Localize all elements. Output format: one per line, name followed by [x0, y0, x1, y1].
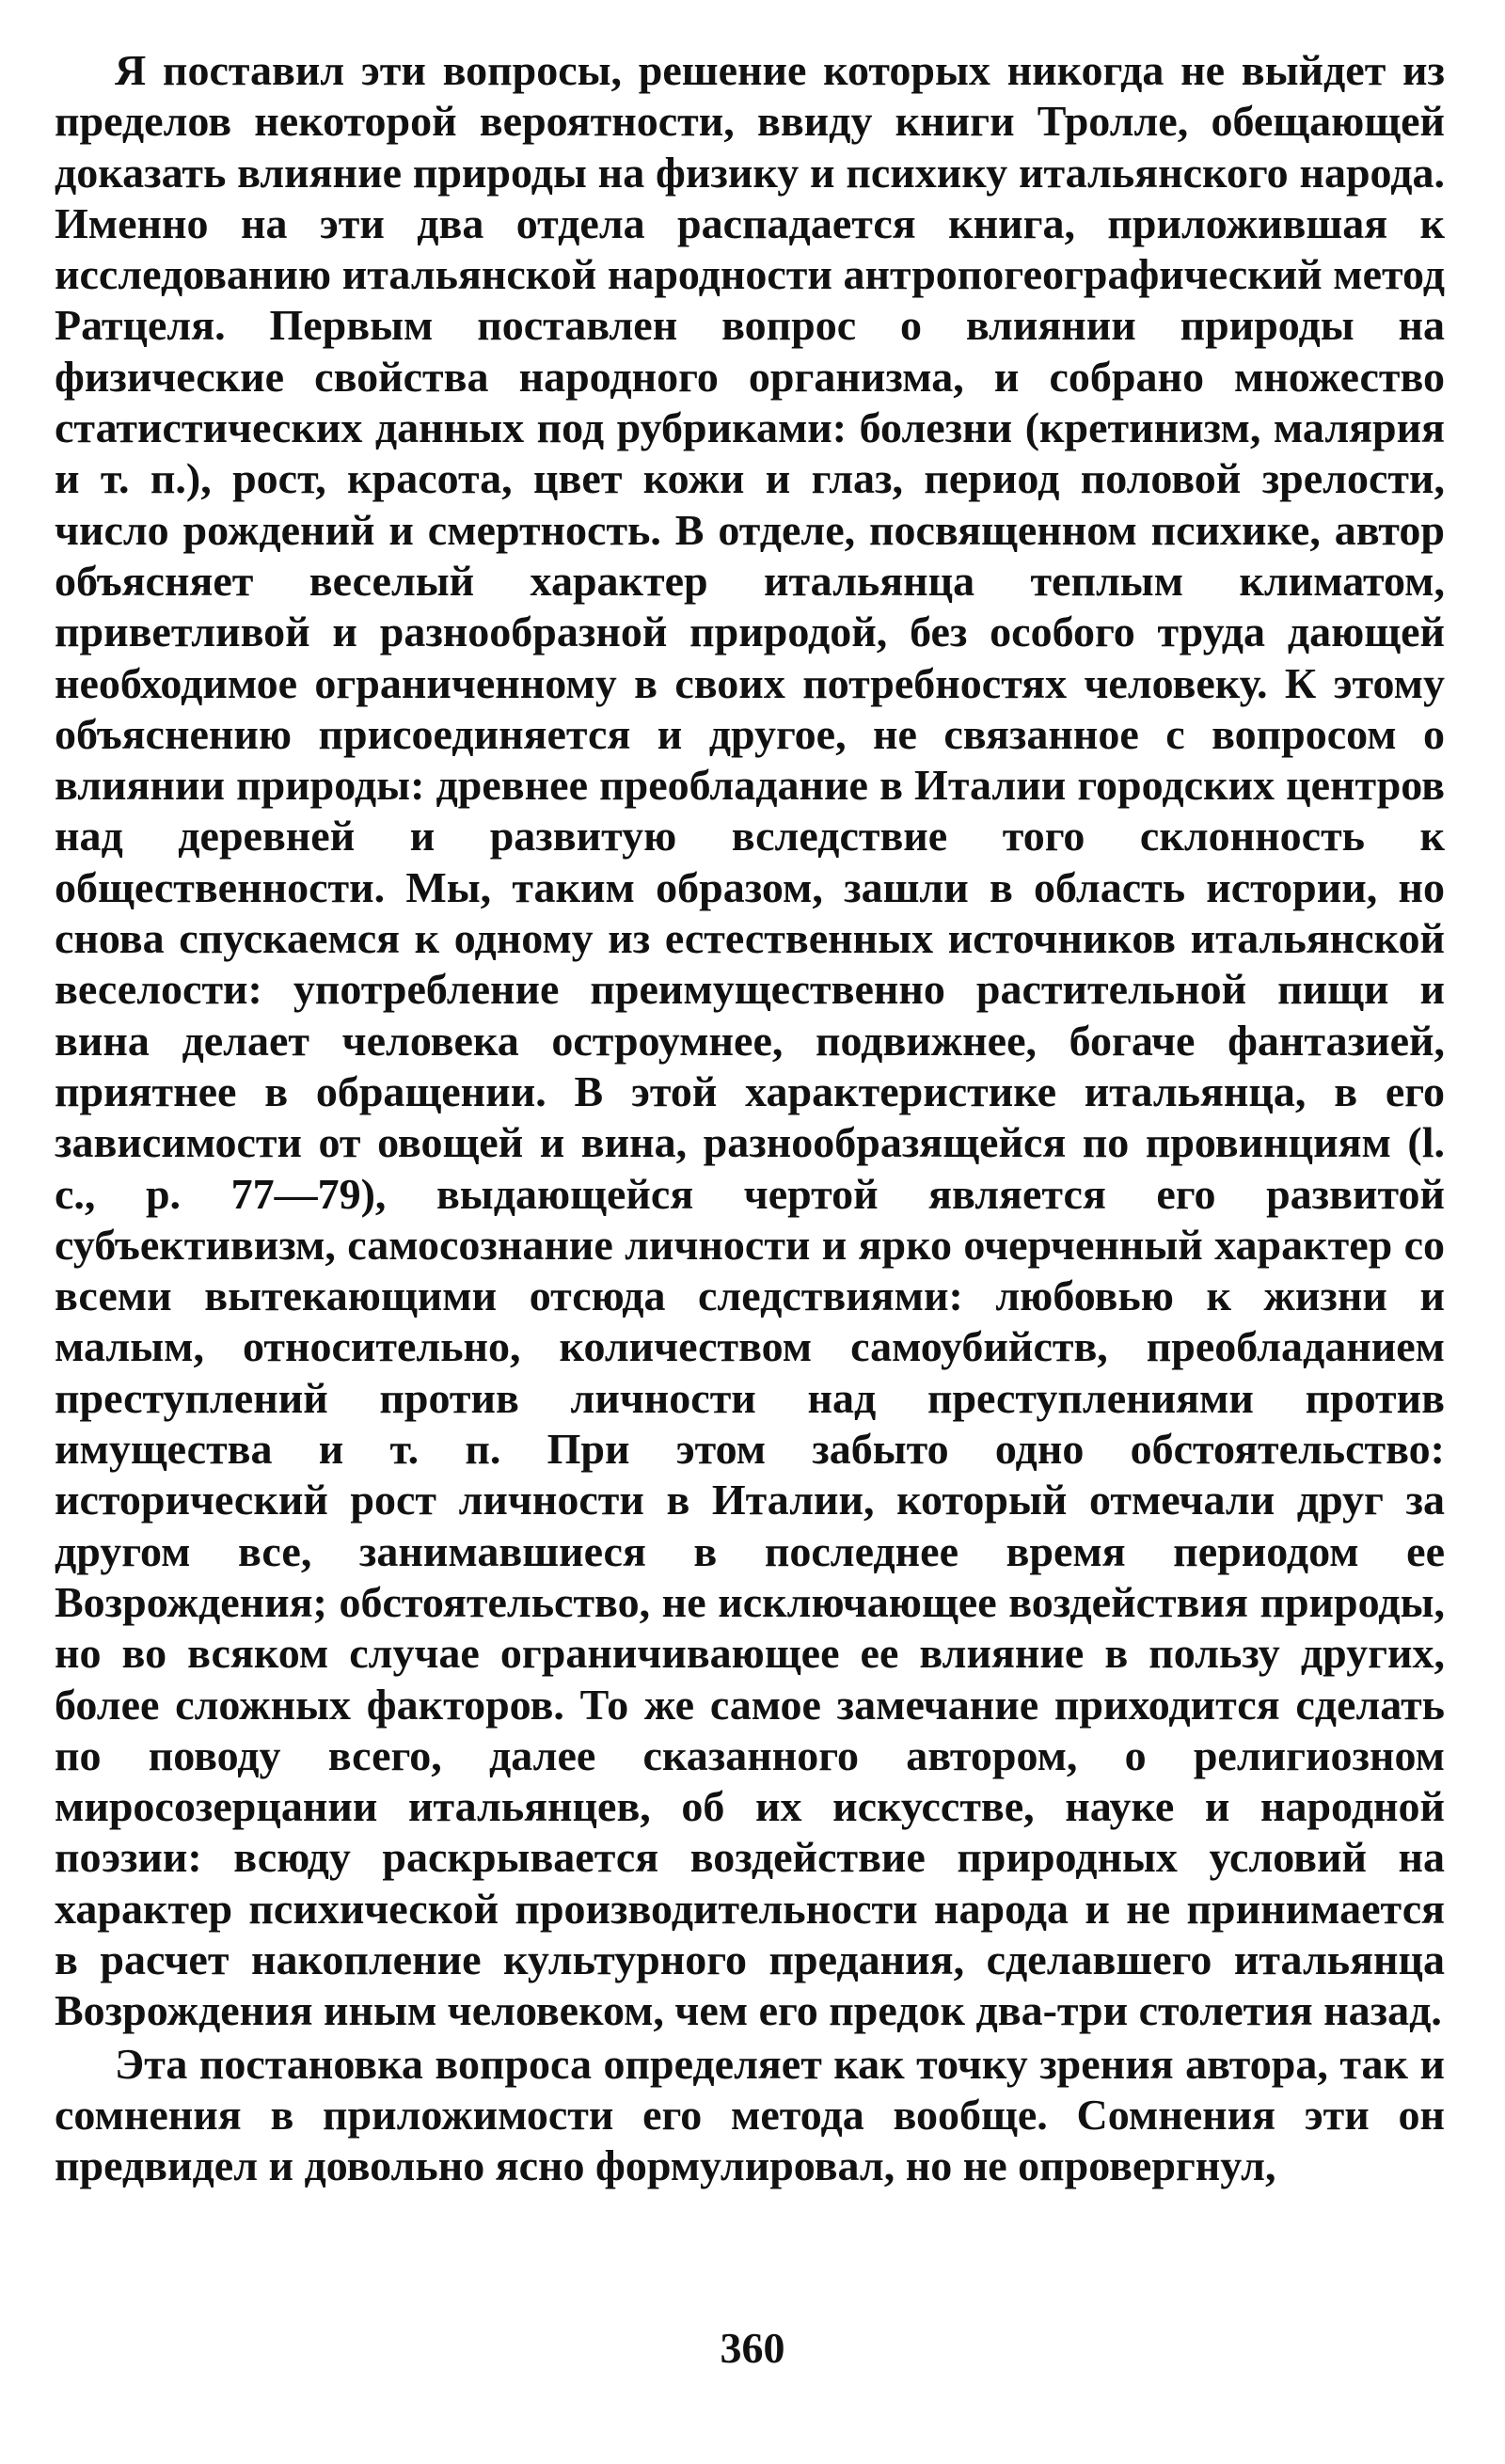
- page-number: 360: [720, 2324, 785, 2372]
- paragraph-1: Я поставил эти вопросы, решение которых никогда не выйдет из пределов некоторой вероятности, ввиду книги Тролле, обещающей доказать влияние природы на физику и психику итальянского народа. Именно на эти два отдела распадается книга, приложившая к исследованию итальянской народности антропогеографический метод Ратцеля. Первым поставлен вопрос о влиянии природы на физические свойства народного организма, и собрано множество статистических данных под рубриками: болезни (кретинизм, малярия и т. п.), рост, красота, цвет кожи и глаз, период половой зрелости, число рождений и смертность. В отделе, посвященном психике, автор объясняет веселый характер итальянца теплым климатом, приветливой и разнообразной природой, без особого труда дающей необходимое ограниченному в своих потребностях человеку. К этому объяснению присоединяется и другое, не связанное с вопросом о влиянии природы: древнее преобладание в Италии городских центров над деревней и развитую вследствие того склонность к общественности. Мы, таким образом, зашли в область истории, но снова спускаемся к одному из естественных источников итальянской веселости: употребление преимущественно растительной пищи и вина делает человека остроумнее, подвижнее, богаче фантазией, приятнее в обращении. В этой характеристике итальянца, в его зависимости от овощей и вина, разнообразящейся по провинциям (l. c., p. 77—79), выдающейся чертой является его развитой субъективизм, самосознание личности и ярко очерченный характер со всеми вытекающими отсюда следствиями: любовью к жизни и малым, относительно, количеством самоубийств, преобладанием преступлений против личности над преступлениями против имущества и т. п. При этом забыто одно обстоятельство: исторический рост личности в Италии, который отмечали друг за другом все, занимавшиеся в последнее время периодом ее Возрождения; обстоятельство, не исключающее воздействия природы, но во всяком случае ограничивающее ее влияние в пользу других, более сложных факторов. То же самое замечание приходится сделать по поводу всего, далее сказанного автором, о религиозном миросозерцании итальянцев, об их искусстве, науке и народной поэзии: всюду раскрывается воздействие природных условий на характер психической производительности народа и не принимается в расчет накопление культурного предания, сделавшего итальянца Возрождения иным человеком, чем его предок два-три столетия назад.: [55, 46, 1445, 2035]
- paragraph-2: Эта постановка вопроса определяет как точку зрения автора, так и сомнения в приложимости его метода вообще. Сомнения эти он предвидел и довольно ясно формулировал, но не опровергнул,: [55, 2039, 1445, 2190]
- book-page: [55, 45, 1445, 2419]
